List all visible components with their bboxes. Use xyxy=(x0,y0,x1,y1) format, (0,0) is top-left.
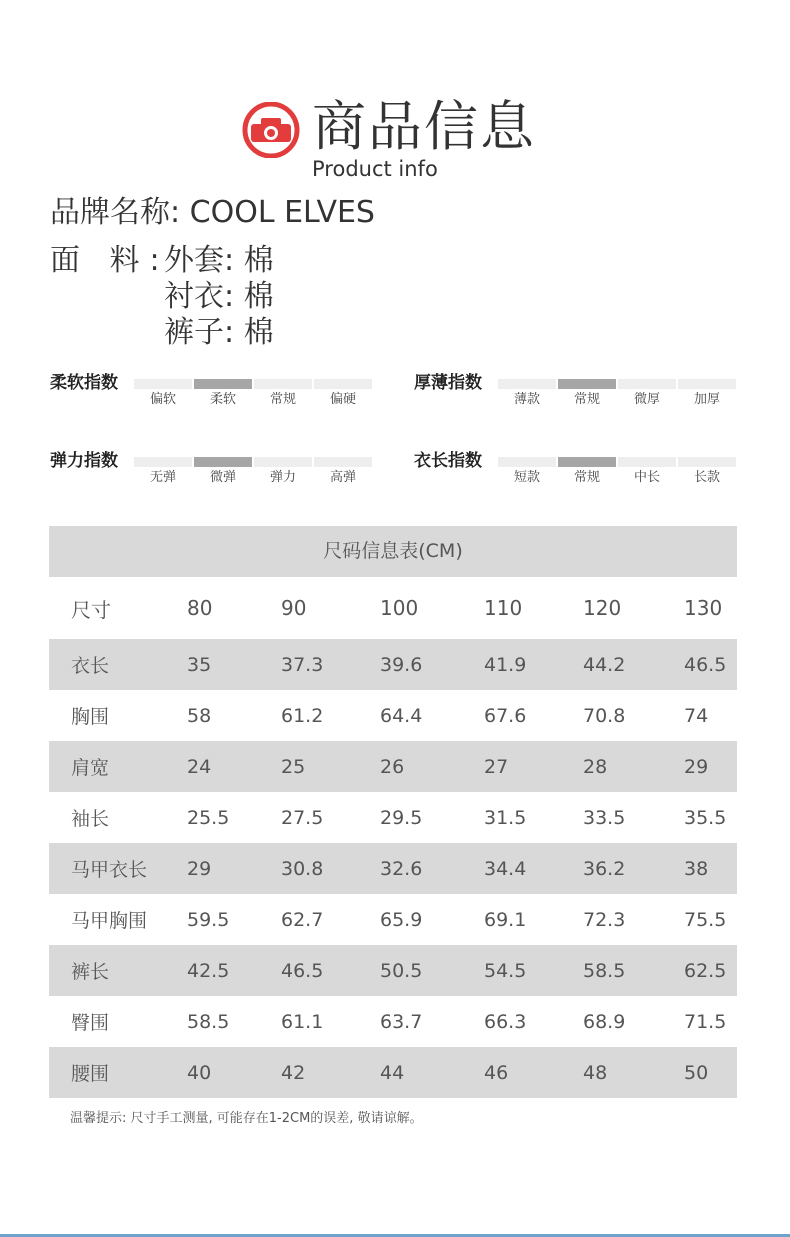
table-cell: 42.5 xyxy=(187,959,230,982)
table-cell: 130 xyxy=(684,596,723,620)
table-cell: 64.4 xyxy=(380,704,423,727)
index-option-label: 加厚 xyxy=(693,392,720,407)
index-option-label: 微弹 xyxy=(209,470,236,485)
index-bar-segment xyxy=(678,457,736,467)
table-row xyxy=(49,1047,737,1098)
index-bar-segment xyxy=(194,379,252,389)
table-cell: 34.4 xyxy=(484,857,527,880)
table-cell: 110 xyxy=(484,596,523,620)
index-bar-segment xyxy=(618,457,676,467)
table-cell: 58.5 xyxy=(583,959,626,982)
index-option-label: 微厚 xyxy=(633,392,660,407)
index-title: 弹力指数 xyxy=(50,451,118,471)
table-cell: 25 xyxy=(281,755,306,778)
table-row xyxy=(49,792,737,843)
table-cell: 72.3 xyxy=(583,908,626,931)
table-cell: 37.3 xyxy=(281,653,324,676)
row-label: 肩宽 xyxy=(71,757,110,779)
table-cell: 58 xyxy=(187,704,212,727)
row-label: 衣长 xyxy=(71,655,110,677)
index-option-label: 短款 xyxy=(513,470,540,485)
table-cell: 29.5 xyxy=(380,806,423,829)
table-cell: 58.5 xyxy=(187,1010,230,1033)
index-option-label: 常规 xyxy=(573,392,600,407)
table-cell: 69.1 xyxy=(484,908,527,931)
table-cell: 62.7 xyxy=(281,908,324,931)
table-cell: 40 xyxy=(187,1061,212,1084)
row-label: 胸围 xyxy=(71,706,110,728)
table-cell: 74 xyxy=(684,704,709,727)
table-cell: 50.5 xyxy=(380,959,423,982)
page-title: 商品信息 xyxy=(312,95,536,158)
table-row xyxy=(49,894,737,945)
index-option-label: 柔软 xyxy=(209,392,236,407)
index-title: 衣长指数 xyxy=(414,451,482,471)
index-bar-segment xyxy=(134,457,192,467)
table-cell: 44.2 xyxy=(583,653,626,676)
index-bar-segment xyxy=(498,379,556,389)
fabric-item-coat: 外套: 棉 xyxy=(164,243,274,278)
table-cell: 41.9 xyxy=(484,653,527,676)
table-cell: 25.5 xyxy=(187,806,230,829)
row-label: 尺寸 xyxy=(71,597,111,622)
table-cell: 29 xyxy=(187,857,212,880)
table-cell: 30.8 xyxy=(281,857,324,880)
table-cell: 65.9 xyxy=(380,908,423,931)
index-option-label: 常规 xyxy=(573,470,600,485)
table-header-row xyxy=(49,577,737,639)
table-cell: 26 xyxy=(380,755,405,778)
table-cell: 36.2 xyxy=(583,857,626,880)
row-label: 袖长 xyxy=(71,808,110,830)
index-bar-segment xyxy=(314,379,372,389)
row-label: 马甲衣长 xyxy=(71,859,148,881)
size-table xyxy=(49,526,737,1098)
table-cell: 70.8 xyxy=(583,704,626,727)
table-cell: 62.5 xyxy=(684,959,727,982)
table-cell: 68.9 xyxy=(583,1010,626,1033)
index-bar-segment xyxy=(498,457,556,467)
table-cell: 35.5 xyxy=(684,806,727,829)
table-cell: 120 xyxy=(583,596,622,620)
table-cell: 32.6 xyxy=(380,857,423,880)
index-bar-segment xyxy=(254,379,312,389)
table-cell: 48 xyxy=(583,1061,608,1084)
index-title: 柔软指数 xyxy=(50,373,118,393)
index-option-label: 常规 xyxy=(269,392,296,407)
table-cell: 38 xyxy=(684,857,709,880)
table-cell: 28 xyxy=(583,755,608,778)
table-cell: 35 xyxy=(187,653,212,676)
table-cell: 46.5 xyxy=(281,959,324,982)
index-bar-segment xyxy=(558,457,616,467)
index-length xyxy=(414,450,754,490)
table-row xyxy=(49,741,737,792)
index-option-label: 偏硬 xyxy=(329,392,356,407)
page-subtitle: Product info xyxy=(312,157,438,181)
measurement-note: 温馨提示: 尺寸手工测量, 可能存在1-2CM的误差, 敬请谅解。 xyxy=(70,1111,423,1126)
table-cell: 27.5 xyxy=(281,806,324,829)
table-row xyxy=(49,843,737,894)
page-header xyxy=(0,92,790,192)
index-bar-segment xyxy=(314,457,372,467)
camera-icon xyxy=(242,102,300,158)
table-row xyxy=(49,996,737,1047)
index-bar-segment xyxy=(134,379,192,389)
index-option-label: 长款 xyxy=(693,470,720,485)
table-cell: 66.3 xyxy=(484,1010,527,1033)
row-label: 腰围 xyxy=(71,1063,110,1085)
index-softness xyxy=(50,372,390,412)
fabric-item-shirt: 衬衣: 棉 xyxy=(164,279,274,314)
row-label: 臀围 xyxy=(71,1012,110,1034)
table-row xyxy=(49,639,737,690)
row-label: 马甲胸围 xyxy=(71,910,148,932)
fabric-item-pants: 裤子: 棉 xyxy=(164,315,274,350)
index-bar-segment xyxy=(618,379,676,389)
table-cell: 90 xyxy=(281,596,307,620)
table-cell: 61.2 xyxy=(281,704,324,727)
table-cell: 46 xyxy=(484,1061,509,1084)
table-cell: 44 xyxy=(380,1061,405,1084)
index-option-label: 无弹 xyxy=(149,470,176,485)
table-cell: 54.5 xyxy=(484,959,527,982)
index-bar-segment xyxy=(558,379,616,389)
table-cell: 59.5 xyxy=(187,908,230,931)
table-cell: 27 xyxy=(484,755,509,778)
index-thickness xyxy=(414,372,754,412)
index-bar-segment xyxy=(678,379,736,389)
table-cell: 46.5 xyxy=(684,653,727,676)
table-cell: 80 xyxy=(187,596,213,620)
table-cell: 29 xyxy=(684,755,709,778)
size-table-title: 尺码信息表(CM) xyxy=(49,526,737,577)
table-row xyxy=(49,945,737,996)
table-cell: 42 xyxy=(281,1061,306,1084)
table-cell: 31.5 xyxy=(484,806,527,829)
table-row xyxy=(49,690,737,741)
index-option-label: 高弹 xyxy=(329,470,356,485)
index-elasticity xyxy=(50,450,390,490)
table-cell: 61.1 xyxy=(281,1010,324,1033)
row-label: 裤长 xyxy=(71,961,110,983)
index-option-label: 中长 xyxy=(633,470,660,485)
table-cell: 63.7 xyxy=(380,1010,423,1033)
index-option-label: 偏软 xyxy=(149,392,176,407)
table-cell: 24 xyxy=(187,755,212,778)
table-cell: 71.5 xyxy=(684,1010,727,1033)
index-title: 厚薄指数 xyxy=(414,373,482,393)
brand-name: 品牌名称: COOL ELVES xyxy=(50,195,375,230)
fabric-label: 面 料: xyxy=(50,243,170,278)
index-option-label: 弹力 xyxy=(269,470,296,485)
table-cell: 100 xyxy=(380,596,419,620)
index-bar-segment xyxy=(194,457,252,467)
table-cell: 39.6 xyxy=(380,653,423,676)
index-option-label: 薄款 xyxy=(513,392,540,407)
index-bar-segment xyxy=(254,457,312,467)
table-cell: 33.5 xyxy=(583,806,626,829)
table-cell: 67.6 xyxy=(484,704,527,727)
table-cell: 50 xyxy=(684,1061,709,1084)
table-cell: 75.5 xyxy=(684,908,727,931)
